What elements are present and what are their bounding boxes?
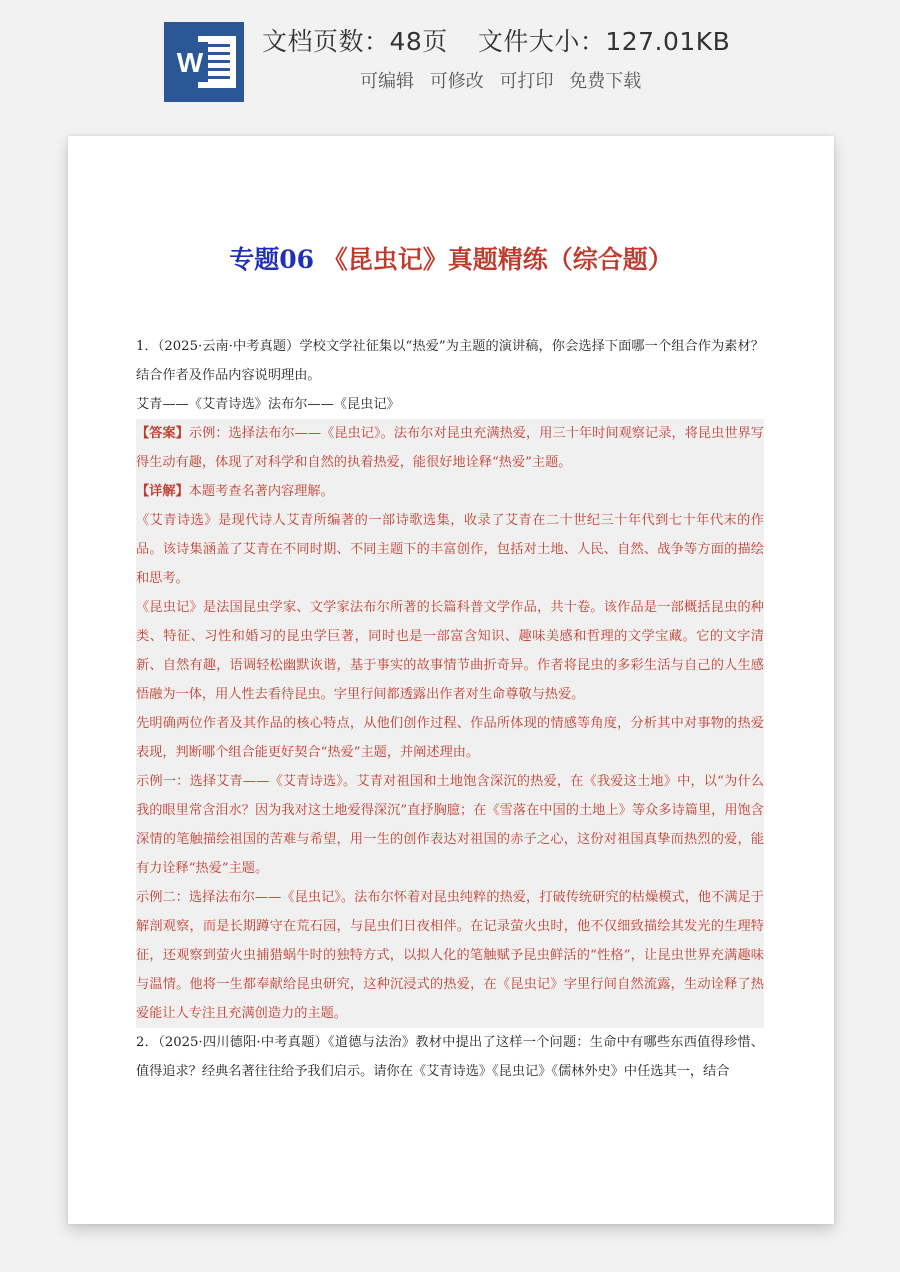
detail-paragraph-1: 《艾青诗选》是现代诗人艾青所编著的一部诗歌选集，收录了艾青在二十世纪三十年代到七十年代末的作品。该诗集涵盖了艾青在不同时期、不同主题下的丰富创作，包括对土地、人民、自然、战争等方面的描绘和思考。 bbox=[136, 513, 764, 586]
file-info bbox=[262, 22, 730, 58]
question-2-stem: 2．（2025·四川德阳·中考真题）《道德与法治》教材中提出了这样一个问题：生命中有哪些东西值得珍惜、值得追求？经典名著往往给予我们启示。请你在《艾青诗选》《昆虫记》《儒林外史》中任选其一，结合 bbox=[136, 1035, 764, 1079]
detail-text: 本题考查名著内容理解。 bbox=[188, 484, 334, 499]
detail-tag: 【详解】 bbox=[136, 484, 189, 499]
answer-text: 示例：选择法布尔——《昆虫记》。法布尔对昆虫充满热爱，用三十年时间观察记录，将昆虫世界写得生动有趣，体现了对科学和自然的执着热爱，能很好地诠释“热爱”主题。 bbox=[136, 426, 764, 470]
feature-printable: 可打印 bbox=[499, 71, 554, 92]
document-title bbox=[68, 240, 834, 276]
feature-modifiable: 可修改 bbox=[429, 71, 484, 92]
answer-block bbox=[136, 419, 764, 1028]
word-icon bbox=[164, 22, 244, 102]
feature-free-download: 免费下载 bbox=[569, 71, 642, 92]
file-size: 文件大小：127.01KB bbox=[477, 27, 731, 56]
question-1-stem: 1．（2025·云南·中考真题）学校文学社征集以“热爱”为主题的演讲稿，你会选择下面哪一个组合作为素材？结合作者及作品内容说明理由。 bbox=[136, 339, 764, 383]
feature-editable: 可编辑 bbox=[360, 71, 414, 92]
detail-paragraph bbox=[136, 477, 764, 506]
feature-list bbox=[360, 67, 651, 93]
answer-tag: 【答案】 bbox=[136, 426, 189, 441]
detail-paragraph-3: 先明确两位作者及其作品的核心特点，从他们创作过程、作品所体现的情感等角度，分析其中对事物的热爱表现，判断哪个组合能更好契合“热爱”主题，并阐述理由。 bbox=[136, 716, 764, 760]
title-main: 《昆虫记》真题精练（综合题） bbox=[322, 245, 673, 274]
question-1-options: 艾青——《艾青诗选》法布尔——《昆虫记》 bbox=[136, 397, 400, 412]
answer-paragraph bbox=[136, 419, 764, 477]
page-count: 文档页数：48页 bbox=[262, 27, 448, 56]
download-banner bbox=[0, 0, 900, 130]
document-page bbox=[68, 136, 834, 1224]
document-body bbox=[136, 332, 764, 1086]
example-2: 示例二：选择法布尔——《昆虫记》。法布尔怀着对昆虫纯粹的热爱，打破传统研究的枯燥模式，他不满足于解剖观察，而是长期蹲守在荒石园，与昆虫们日夜相伴。在记录萤火虫时，他不仅细致描绘其发光的生理特征，还观察到萤火虫捕猎蜗牛时的独特方式，以拟人化的笔触赋予昆虫鲜活的“性格”，让昆虫世界充满趣味与温情。他将一生都奉献给昆虫研究，这种沉浸式的热爱，在《昆虫记》字里行间自然流露，生动诠释了热爱能让人专注且充满创造力的主题。 bbox=[136, 890, 764, 1021]
example-1: 示例一：选择艾青——《艾青诗选》。艾青对祖国和土地饱含深沉的热爱，在《我爱这土地》中，以“为什么我的眼里常含泪水？因为我对这土地爱得深沉”直抒胸臆；在《雪落在中国的土地上》等众多诗篇里，用饱含深情的笔触描绘祖国的苦难与希望，用一生的创作表达对祖国的赤子之心，这份对祖国真挚而热烈的爱，能有力诠释“热爱”主题。 bbox=[136, 774, 764, 876]
title-prefix: 专题06 bbox=[229, 245, 315, 274]
svg-text:W: W bbox=[176, 47, 204, 78]
detail-paragraph-2: 《昆虫记》是法国昆虫学家、文学家法布尔所著的长篇科普文学作品，共十卷。该作品是一部概括昆虫的种类、特征、习性和婚习的昆虫学巨著，同时也是一部富含知识、趣味美感和哲理的文学宝藏。它的文字清新、自然有趣，语调轻松幽默诙谐，基于事实的故事情节曲折奇异。作者将昆虫的多彩生活与自己的人生感悟融为一体，用人性去看待昆虫。字里行间都透露出作者对生命尊敬与热爱。 bbox=[136, 600, 764, 702]
